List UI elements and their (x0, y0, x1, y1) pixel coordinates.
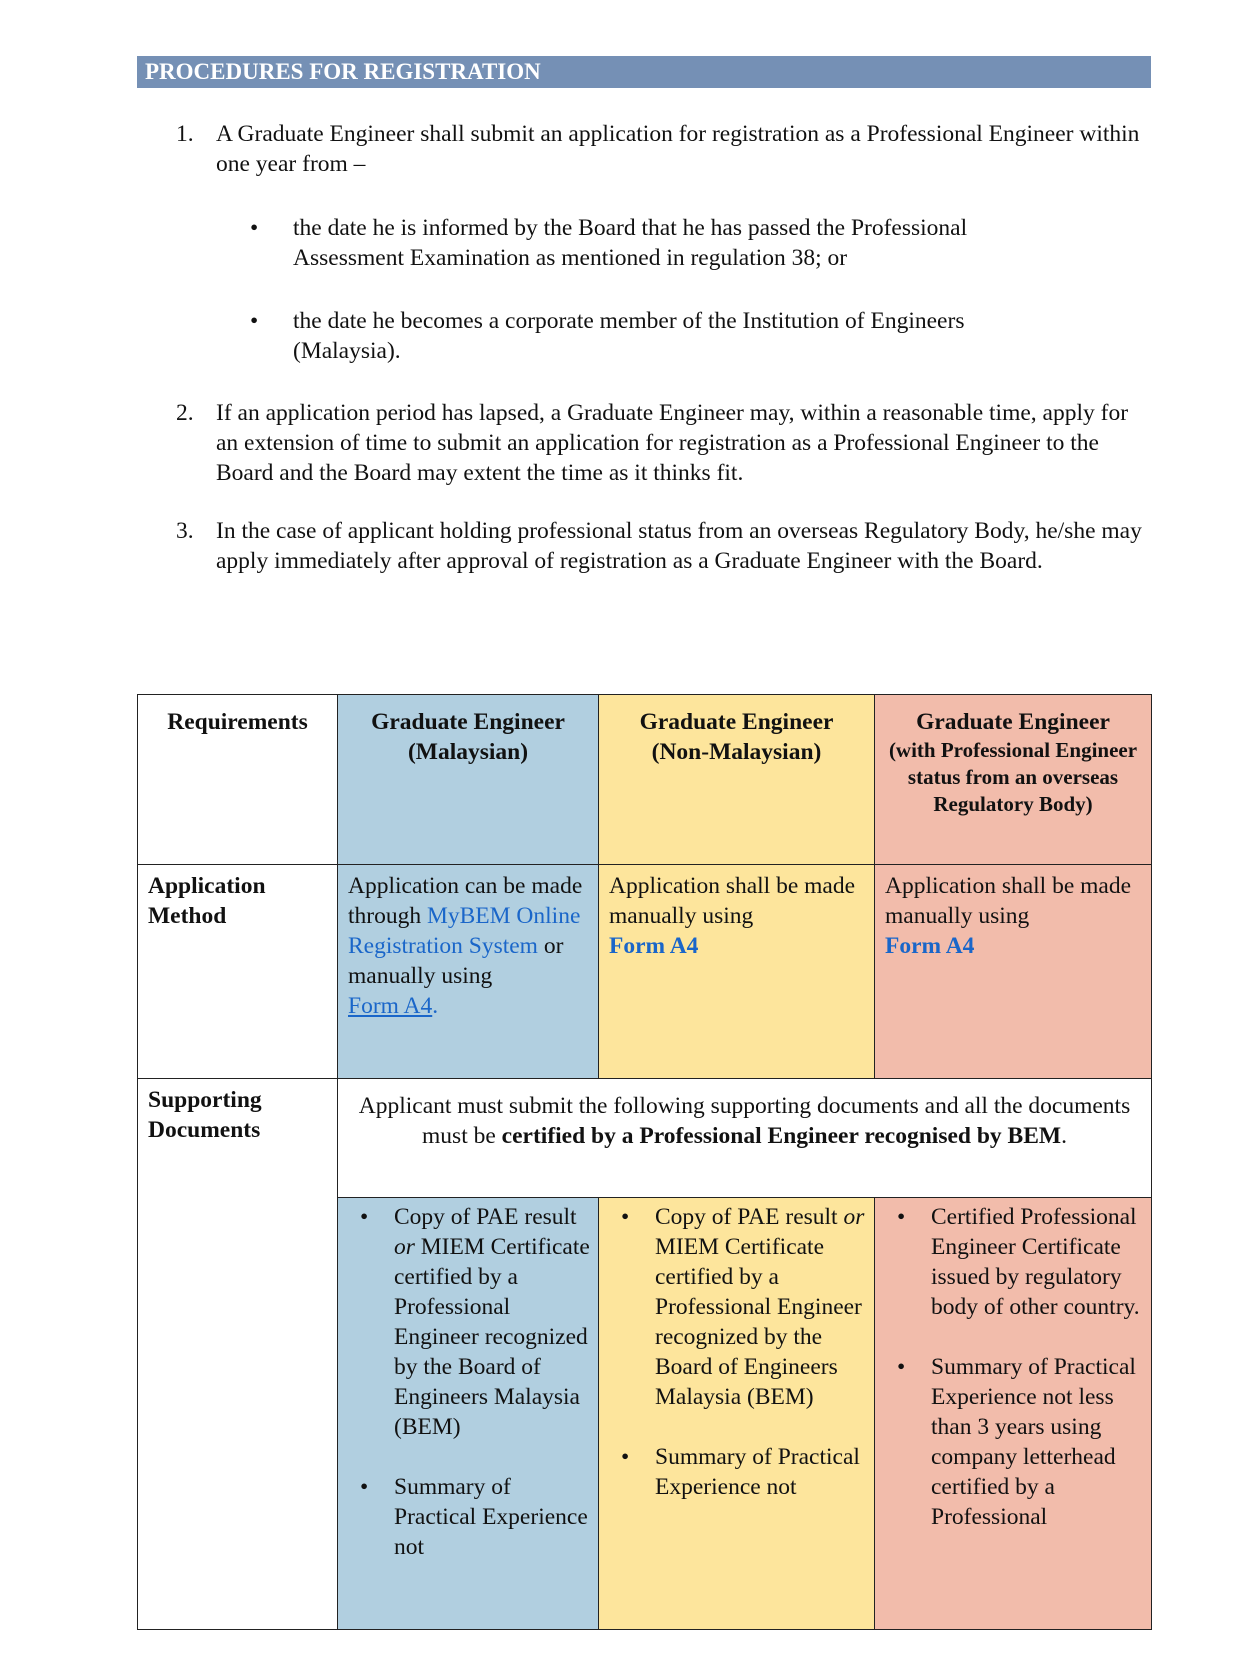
item-number: 1. (176, 121, 194, 147)
doc-item: • Copy of PAE result or MIEM Certificate certified by a Professional Engineer recognized by the Board of Engineers Malaysia (BEM) (607, 1202, 866, 1412)
doc-item: • Summary of Practical Experience not less than 3 years using company letterhead certified by a Professional (883, 1352, 1143, 1532)
item-text: In the case of applicant holding professional status from an overseas Regulatory Body, he/she may apply immediately after approval of registration as a Graduate Engineer with the Board. (216, 518, 1142, 574)
text: Application shall be made manually using (885, 873, 1132, 929)
mybem-link[interactable]: MyBEM Online Registration System (348, 903, 581, 959)
item-number: 2. (176, 400, 194, 426)
requirements-table (137, 694, 1152, 1630)
doc-item: • Summary of Practical Experience not (607, 1442, 866, 1502)
bullet-icon: • (250, 215, 259, 241)
doc-item: • Summary of Practical Experience not (346, 1472, 590, 1562)
header-overseas (875, 695, 1152, 865)
label-application-method: Application Method (138, 865, 338, 1079)
header-malaysian: Graduate Engineer (Malaysian) (338, 695, 599, 865)
app-method-overseas (875, 865, 1152, 1079)
section-heading: PROCEDURES FOR REGISTRATION (137, 56, 1151, 88)
app-method-malaysian (338, 865, 599, 1079)
text: Application shall be made manually using (609, 873, 856, 929)
bullet-icon: • (250, 308, 259, 334)
docs-overseas (875, 1198, 1152, 1630)
form-a4-link[interactable]: Form A4 (609, 933, 699, 959)
text: or manually using (348, 933, 564, 989)
text: Application can be made through (348, 873, 583, 929)
form-a4-link[interactable]: Form A4 (885, 933, 975, 959)
item-text: If an application period has lapsed, a Graduate Engineer may, within a reasonable time, apply for an extension of time to submit an application for registration as a Professional Engineer to the Board and the Board may extent the time as it thinks fit. (216, 400, 1129, 486)
text: . (432, 993, 439, 1019)
header-non-malaysian: Graduate Engineer (Non-Malaysian) (599, 695, 875, 865)
doc-item: • Copy of PAE result or MIEM Certificate certified by a Professional Engineer recognized by the Board of Engineers Malaysia (BEM) (346, 1202, 590, 1442)
header-overseas-title: Graduate Engineer (916, 709, 1110, 735)
text: . (1061, 1123, 1067, 1149)
doc-item: • Certified Professional Engineer Certificate issued by regulatory body of other country. (883, 1202, 1143, 1322)
text: Applicant must submit the following supporting documents and all the documents must be (358, 1093, 1131, 1149)
supporting-intro (338, 1079, 1152, 1198)
bullet-text: the date he becomes a corporate member of the Institution of Engineers (Malaysia). (293, 308, 965, 364)
docs-non-malaysian (599, 1198, 875, 1630)
app-method-non-malaysian (599, 865, 875, 1079)
docs-malaysian (338, 1198, 599, 1630)
bullet-text: the date he is informed by the Board that he has passed the Professional Assessment Examination as mentioned in regulation 38; or (293, 215, 968, 271)
item-number: 3. (176, 518, 194, 544)
form-a4-link[interactable]: Form A4 (348, 993, 433, 1019)
header-requirements: Requirements (138, 695, 338, 865)
label-supporting-documents: Supporting Documents (138, 1079, 338, 1630)
header-overseas-subtitle: (with Professional Engineer status from an overseas Regulatory Body) (888, 738, 1138, 816)
item-text: A Graduate Engineer shall submit an application for registration as a Professional Engineer within one year from – (216, 121, 1140, 177)
text: certified by a Professional Engineer recognised by BEM (501, 1123, 1062, 1149)
